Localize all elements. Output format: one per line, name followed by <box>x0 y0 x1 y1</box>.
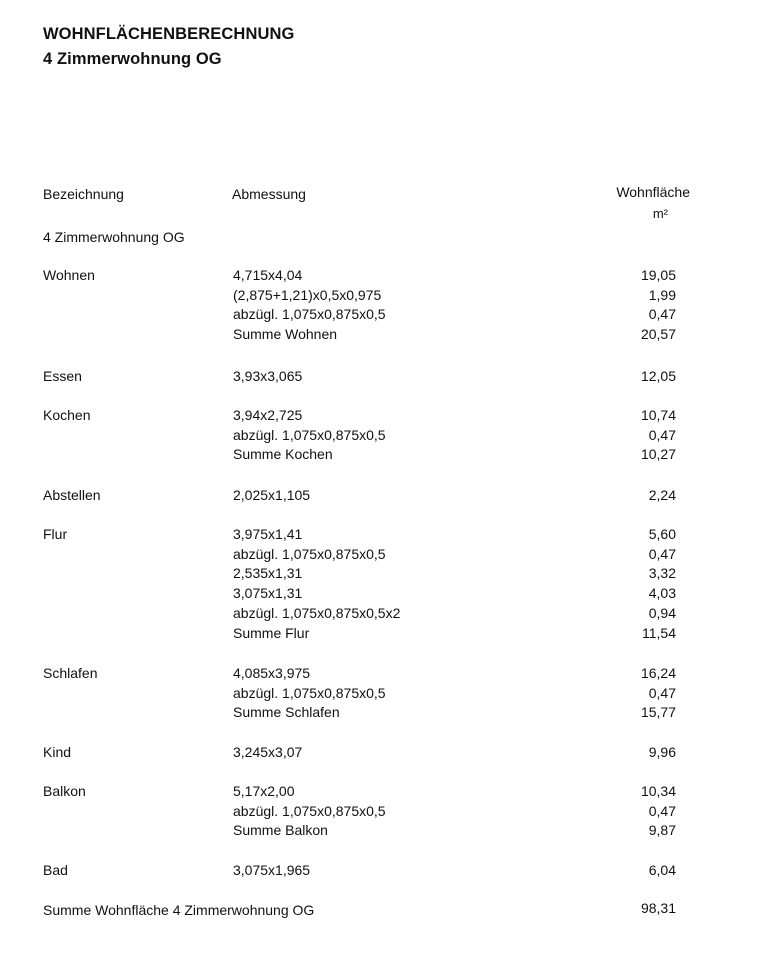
room-name: Wohnen <box>43 267 95 283</box>
room-dimension: abzügl. 1,075x0,875x0,5 <box>233 427 386 443</box>
room-dimension: Summe Balkon <box>233 822 328 838</box>
room-dimension: 3,94x2,725 <box>233 407 303 423</box>
room-dimension: 3,075x1,31 <box>233 585 303 601</box>
header-name: Bezeichnung <box>43 186 124 202</box>
room-dimension: 3,93x3,065 <box>233 368 303 384</box>
room-area-value: 0,47 <box>648 306 676 322</box>
room-dimension: 4,715x4,04 <box>233 267 303 283</box>
room-dimension: 2,535x1,31 <box>233 565 303 581</box>
room-area-value: 5,60 <box>648 526 676 542</box>
room-dimension: 4,085x3,975 <box>233 665 311 681</box>
room-area-value: 19,05 <box>640 267 676 283</box>
room-dimension: Summe Schlafen <box>233 704 340 720</box>
room-dimension: Summe Wohnen <box>233 326 338 342</box>
room-area-value: 0,47 <box>648 685 676 701</box>
room-name: Abstellen <box>43 487 101 503</box>
room-dimension: 2,025x1,105 <box>233 487 311 503</box>
room-dimension: 3,245x3,07 <box>233 744 303 760</box>
room-area-value: 0,94 <box>648 605 676 621</box>
room-area-value: 10,74 <box>640 407 676 423</box>
room-area-value: 16,24 <box>640 665 676 681</box>
room-name: Balkon <box>43 783 86 799</box>
room-dimension: 3,975x1,41 <box>233 526 303 542</box>
room-dimension: 5,17x2,00 <box>233 783 295 799</box>
room-name: Flur <box>43 526 68 542</box>
room-area-value: 0,47 <box>648 803 676 819</box>
header-unit: m² <box>652 206 668 221</box>
total-value: 98,31 <box>640 900 676 916</box>
total-label: Summe Wohnfläche 4 Zimmerwohnung OG <box>43 902 315 918</box>
room-area-value: 15,77 <box>640 704 676 720</box>
header-area: Wohnfläche <box>616 184 690 200</box>
room-area-value: 12,05 <box>640 368 676 384</box>
room-area-value: 10,27 <box>640 446 676 462</box>
room-dimension: abzügl. 1,075x0,875x0,5 <box>233 685 386 701</box>
room-area-value: 9,87 <box>648 822 676 838</box>
room-dimension: Summe Flur <box>233 625 310 641</box>
room-dimension: abzügl. 1,075x0,875x0,5 <box>233 306 386 322</box>
room-name: Kochen <box>43 407 91 423</box>
room-name: Bad <box>43 862 68 878</box>
room-area-value: 20,57 <box>640 326 676 342</box>
room-area-value: 0,47 <box>648 546 676 562</box>
document-title: WOHNFLÄCHENBERECHNUNG <box>43 25 295 43</box>
room-area-value: 3,32 <box>648 565 676 581</box>
room-dimension: abzügl. 1,075x0,875x0,5 <box>233 803 386 819</box>
room-name: Essen <box>43 368 82 384</box>
header-dimension: Abmessung <box>232 186 306 202</box>
room-dimension: Summe Kochen <box>233 446 333 462</box>
room-area-value: 1,99 <box>648 287 676 303</box>
room-area-value: 11,54 <box>642 625 676 641</box>
room-name: Schlafen <box>43 665 98 681</box>
room-dimension: 3,075x1,965 <box>233 862 311 878</box>
room-dimension: abzügl. 1,075x0,875x0,5 <box>233 546 386 562</box>
room-area-value: 10,34 <box>640 783 676 799</box>
room-area-value: 0,47 <box>648 427 676 443</box>
document-subtitle: 4 Zimmerwohnung OG <box>43 50 222 68</box>
room-name: Kind <box>43 744 72 760</box>
room-area-value: 9,96 <box>648 744 676 760</box>
room-area-value: 4,03 <box>648 585 676 601</box>
section-label: 4 Zimmerwohnung OG <box>43 229 185 245</box>
room-area-value: 6,04 <box>648 862 676 878</box>
room-area-value: 2,24 <box>648 487 676 503</box>
room-dimension: abzügl. 1,075x0,875x0,5x2 <box>233 605 401 621</box>
room-dimension: (2,875+1,21)x0,5x0,975 <box>233 287 382 303</box>
